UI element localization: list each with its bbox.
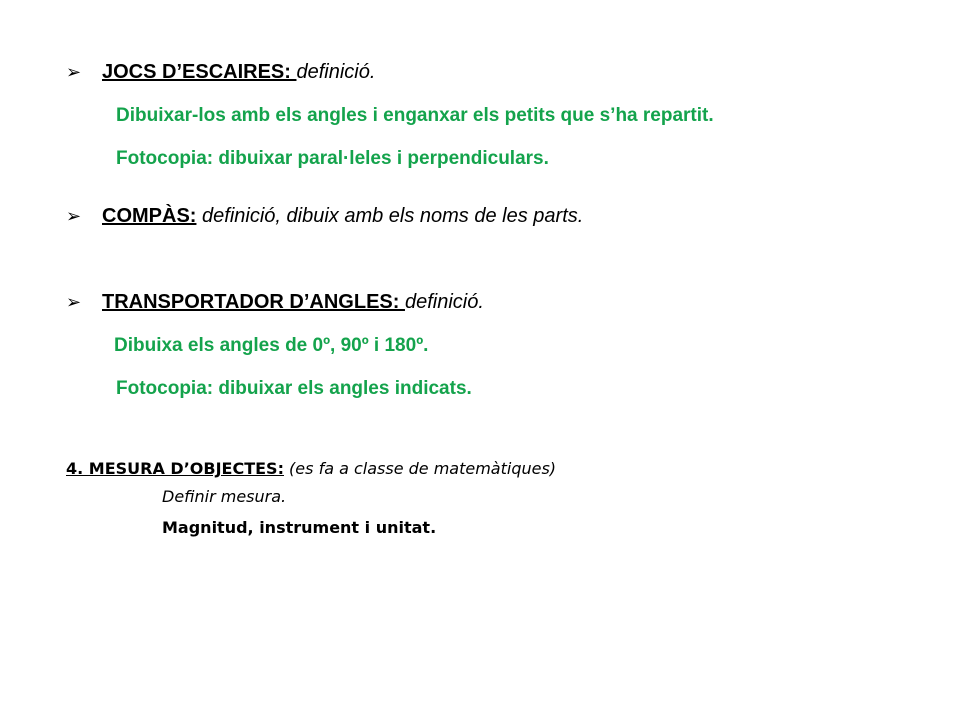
- section4-line-1: Definir mesura.: [162, 487, 287, 506]
- section4-title-line: [66, 458, 556, 480]
- section-heading: JOCS D’ESCAIRES:: [102, 61, 297, 83]
- section-transportador-title-line: [66, 290, 484, 314]
- section4-heading: 4. MESURA D’OBJECTES:: [66, 459, 284, 478]
- section-description: definició, dibuix amb els noms de les parts.: [196, 205, 584, 227]
- escaires-instruction-1: Dibuixar-los amb els angles i enganxar els petits que s’ha repartit.: [116, 105, 714, 126]
- transportador-instruction-2: Fotocopia: dibuixar els angles indicats.: [116, 378, 472, 399]
- section-escaires-title-line: [66, 60, 375, 84]
- arrow-bullet-icon: ➢: [66, 292, 82, 312]
- section-compas-title-line: [66, 204, 583, 228]
- escaires-instruction-2: Fotocopia: dibuixar paral·leles i perpendiculars.: [116, 148, 549, 169]
- section4-line-2: Magnitud, instrument i unitat.: [162, 518, 437, 537]
- arrow-bullet-icon: ➢: [66, 206, 82, 226]
- arrow-bullet-icon: ➢: [66, 62, 82, 82]
- section-description: definició.: [296, 61, 376, 83]
- section-heading: COMPÀS:: [102, 205, 197, 227]
- section-heading: TRANSPORTADOR D’ANGLES:: [102, 291, 405, 313]
- section-description: definició.: [404, 291, 484, 313]
- transportador-instruction-1: Dibuixa els angles de 0º, 90º i 180º.: [114, 335, 429, 356]
- section4-description: (es fa a classe de matemàtiques): [283, 459, 557, 478]
